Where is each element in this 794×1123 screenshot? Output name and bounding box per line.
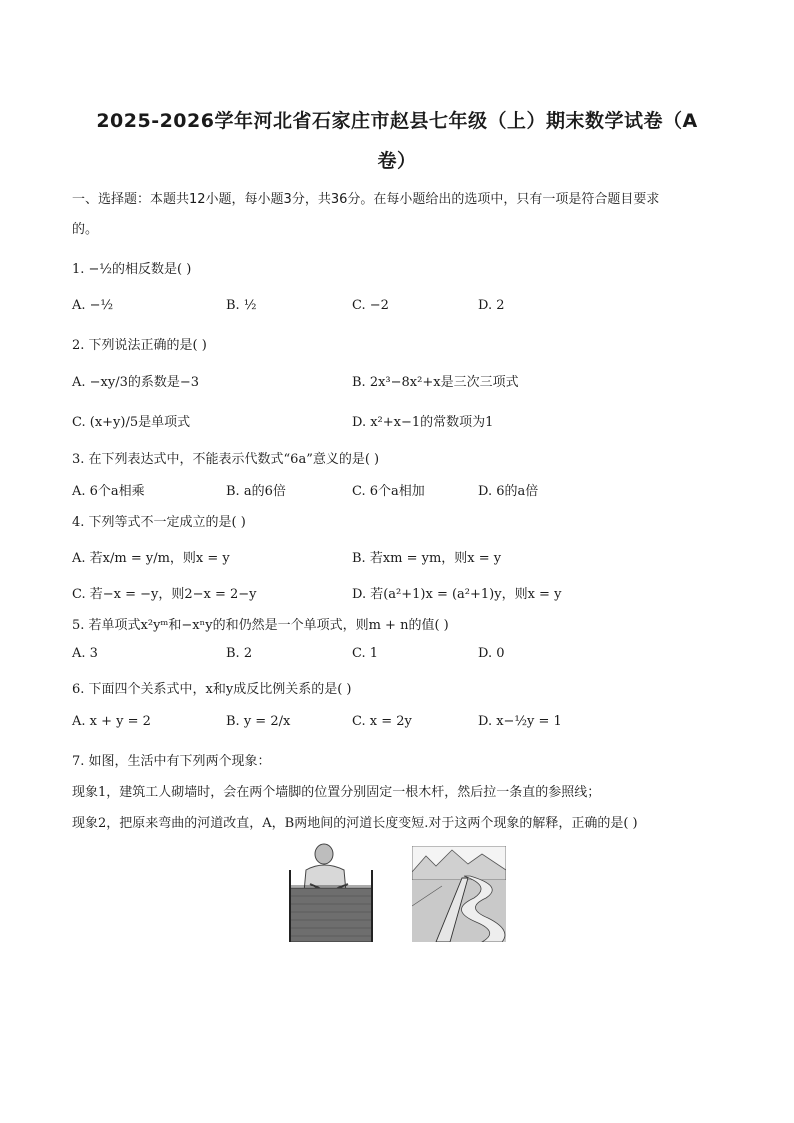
question-7-phenomenon-1: 现象1，建筑工人砌墙时，会在两个墙脚的位置分别固定一根木杆，然后拉一条直的参照线； [72,785,601,800]
question-5-option-a[interactable]: A. 3 [72,646,98,661]
question-2-stem: 2. 下列说法正确的是( ) [72,338,207,353]
question-7-phenomenon-2: 现象2，把原来弯曲的河道改直，A，B两地间的河道长度变短.对于这两个现象的解释，正确的是( ) [72,816,638,831]
question-6-option-c[interactable]: C. x = 2y [352,714,412,729]
question-2-option-d[interactable]: D. x²+x−1的常数项为1 [352,415,494,430]
question-6-option-d[interactable]: D. x−½y = 1 [478,714,562,729]
question-4-option-a[interactable]: A. 若x/m = y/m，则x = y [72,551,230,566]
question-2-option-c[interactable]: C. (x+y)/5是单项式 [72,415,191,430]
exam-title-line2: 卷） [377,150,417,172]
question-2-option-b[interactable]: B. 2x³−8x²+x是三次三项式 [352,375,519,390]
question-1-option-c[interactable]: C. −2 [352,298,389,313]
section-instruction-line2: 的。 [72,222,99,237]
question-1-stem: 1. −½的相反数是( ) [72,262,192,277]
question-7-stem: 7. 如图，生活中有下列两个现象： [72,754,271,769]
question-3-stem: 3. 在下列表达式中，不能表示代数式“6a”意义的是( ) [72,452,380,467]
question-5-option-d[interactable]: D. 0 [478,646,505,661]
question-3-option-a[interactable]: A. 6个a相乘 [72,484,145,499]
question-6-stem: 6. 下面四个关系式中，x和y成反比例关系的是( ) [72,682,352,697]
question-4-option-c[interactable]: C. 若−x = −y，则2−x = 2−y [72,587,257,602]
bricklayer-illustration-icon [288,840,376,942]
question-1-option-b[interactable]: B. ½ [226,298,257,313]
exam-title-line1: 2025-2026学年河北省石家庄市赵县七年级（上）期末数学试卷（A [96,110,698,132]
question-4-option-d[interactable]: D. 若(a²+1)x = (a²+1)y，则x = y [352,587,562,602]
question-6-option-a[interactable]: A. x + y = 2 [72,714,151,729]
question-3-option-b[interactable]: B. a的6倍 [226,484,286,499]
question-3-option-c[interactable]: C. 6个a相加 [352,484,425,499]
question-3-option-d[interactable]: D. 6的a倍 [478,484,539,499]
section-instruction-line1: 一、选择题：本题共12小题，每小题3分，共36分。在每小题给出的选项中，只有一项是符合题目要求 [72,192,660,207]
question-5-option-c[interactable]: C. 1 [352,646,379,661]
question-2-option-a[interactable]: A. −xy/3的系数是−3 [72,375,200,390]
question-1-option-d[interactable]: D. 2 [478,298,505,313]
question-5-option-b[interactable]: B. 2 [226,646,253,661]
question-6-option-b[interactable]: B. y = 2/x [226,714,291,729]
question-4-stem: 4. 下列等式不一定成立的是( ) [72,515,246,530]
river-illustration-icon [412,846,506,942]
question-4-option-b[interactable]: B. 若xm = ym，则x = y [352,551,502,566]
question-1-option-a[interactable]: A. −½ [72,298,114,313]
question-5-stem: 5. 若单项式x²yᵐ和−xⁿy的和仍然是一个单项式，则m + n的值( ) [72,618,449,633]
